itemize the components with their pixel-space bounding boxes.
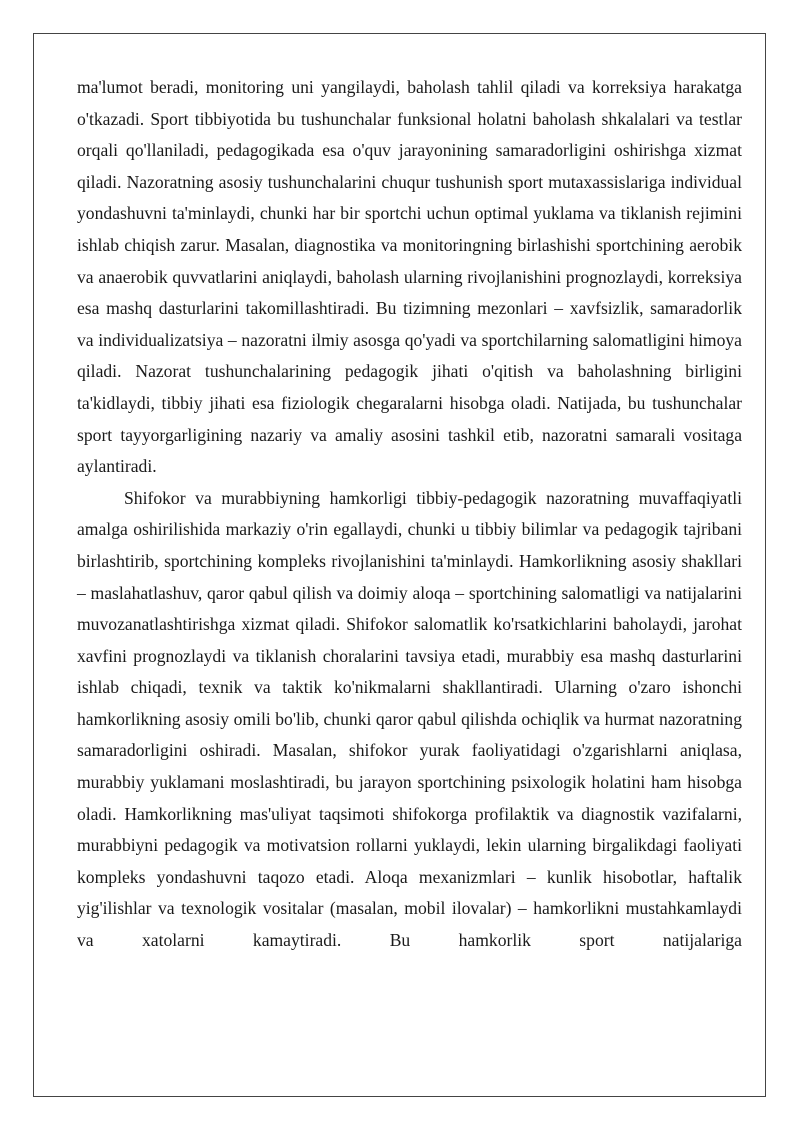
page-body	[77, 72, 742, 957]
paragraph-1: ma'lumot beradi, monitoring uni yangilaydi, baholash tahlil qiladi va korreksiya harakatga o'tkazadi. Sport tibbiyotida bu tushunchalar funksional holatni baholash shkalalari va testlar orqali qo'llaniladi, pedagogikada esa o'quv jarayonining samaradorligini oshirishga xizmat qiladi. Nazoratning asosiy tushunchalarini chuqur tushunish sport mutaxassislariga individual yondashuvni ta'minlaydi, chunki har bir sportchi uchun optimal yuklama va tiklanish rejimini ishlab chiqish zarur. Masalan, diagnostika va monitoringning birlashishi sportchining aerobik va anaerobik quvvatlarini aniqlaydi, baholash ularning rivojlanishini prognozlaydi, korreksiya esa mashq dasturlarini takomillashtiradi. Bu tizimning mezonlari – xavfsizlik, samaradorlik va individualizatsiya – nazoratni ilmiy asosga qo'yadi va sportchilarning salomatligini himoya qiladi. Nazorat tushunchalarining pedagogik jihati o'qitish va baholashning birligini ta'kidlaydi, tibbiy jihati esa fiziologik chegaralarni hisobga oladi. Natijada, bu tushunchalar sport tayyorgarligining nazariy va amaliy asosini tashkil etib, nazoratni samarali vositaga aylantiradi.	[77, 77, 742, 477]
paragraph-2: Shifokor va murabbiyning hamkorligi tibbiy-pedagogik nazoratning muvaffaqiyatli amalga oshirilishida markaziy o'rin egallaydi, chunki u tibbiy bilimlar va pedagogik tajribani birlashtirib, sportchining kompleks rivojlanishini ta'minlaydi. Hamkorlikning asosiy shakllari – maslahatlashuv, qaror qabul qilish va doimiy aloqa – sportchining salomatligi va natijalarini muvozanatlashtirishga xizmat qiladi. Shifokor salomatlik ko'rsatkichlarini baholaydi, jarohat xavfini prognozlaydi va tiklanish choralarini tavsiya etadi, murabbiy esa mashq dasturlarini ishlab chiqadi, texnik va taktik ko'nikmalarni shakllantiradi. Ularning o'zaro ishonchi hamkorlikning asosiy omili bo'lib, chunki qaror qabul qilishda ochiqlik va hurmat nazoratning samaradorligini oshiradi. Masalan, shifokor yurak faoliyatidagi o'zgarishlarni aniqlasa, murabbiy yuklamani moslashtiradi, bu jarayon sportchining psixologik holatini ham hisobga oladi. Hamkorlikning mas'uliyat taqsimoti shifokorga profilaktik va diagnostik vazifalarni, murabbiyni pedagogik va motivatsion rollarni yuklaydi, lekin ularning birgalikdagi faoliyati kompleks yondashuvni taqozo etadi. Aloqa mexanizmlari – kunlik hisobotlar, haftalik yig'ilishlar va texnologik vositalar (masalan, mobil ilovalar) – hamkorlikni mustahkamlaydi va xatolarni kamaytiradi. Bu hamkorlik sport natijalariga	[77, 487, 742, 951]
